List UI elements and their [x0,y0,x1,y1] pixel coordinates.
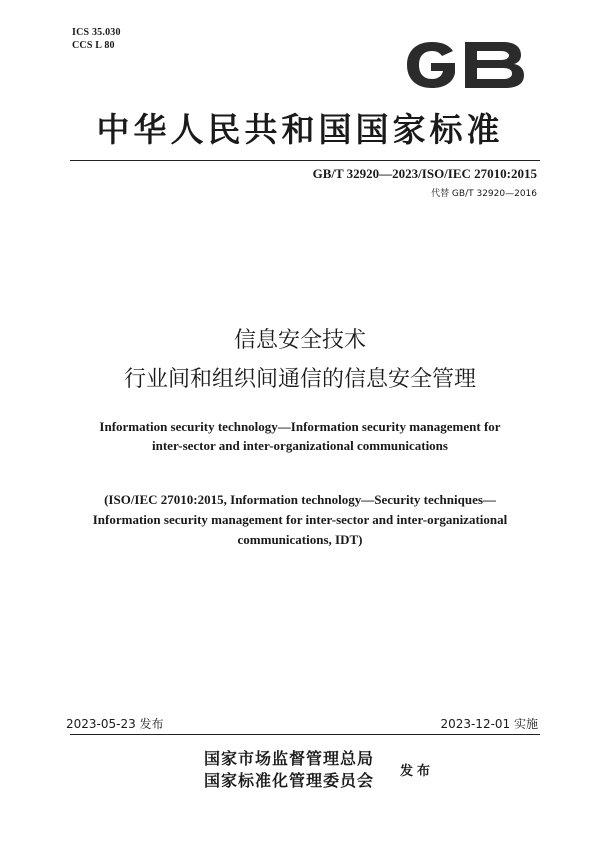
implementation-date: 2023-12-01 实施 [440,717,538,731]
classification-block [72,26,121,52]
iso-note-line-1: (ISO/IEC 27010:2015, Information technology—Security techniques— [104,492,496,507]
iso-equivalence-note [50,490,550,550]
footer-divider [70,734,540,735]
iso-note-line-2: Information security management for inter-sector and inter-organizational [92,512,508,527]
ccs-code: CCS L 80 [72,40,115,51]
replaces-note: 代替 GB/T 32920—2016 [431,189,537,199]
chinese-title-line-1: 信息安全技术 [233,328,366,353]
issuer-sac: 国家标准化管理委员会 [204,771,375,790]
ics-code: ICS 35.030 [72,27,121,38]
gb-logo-icon [403,38,527,92]
issuer-samr: 国家市场监督管理总局 [204,749,375,768]
publication-date: 2023-05-23 发布 [66,717,164,731]
english-title [60,417,540,455]
issuing-organizations [204,748,374,792]
issue-label: 发布 [400,764,435,779]
standard-number: GB/T 32920—2023/ISO/IEC 27010:2015 [312,166,537,181]
header-divider [70,160,540,161]
english-title-line-2: inter-sector and inter-organizational communications [152,438,448,453]
chinese-title-line-2: 行业间和组织间通信的信息安全管理 [123,367,476,392]
standard-type-title: 中华人民共和国国家标准 [96,110,504,149]
english-title-line-1: Information security technology—Information security management for [99,419,501,434]
iso-note-line-3: communications, IDT) [237,532,363,547]
